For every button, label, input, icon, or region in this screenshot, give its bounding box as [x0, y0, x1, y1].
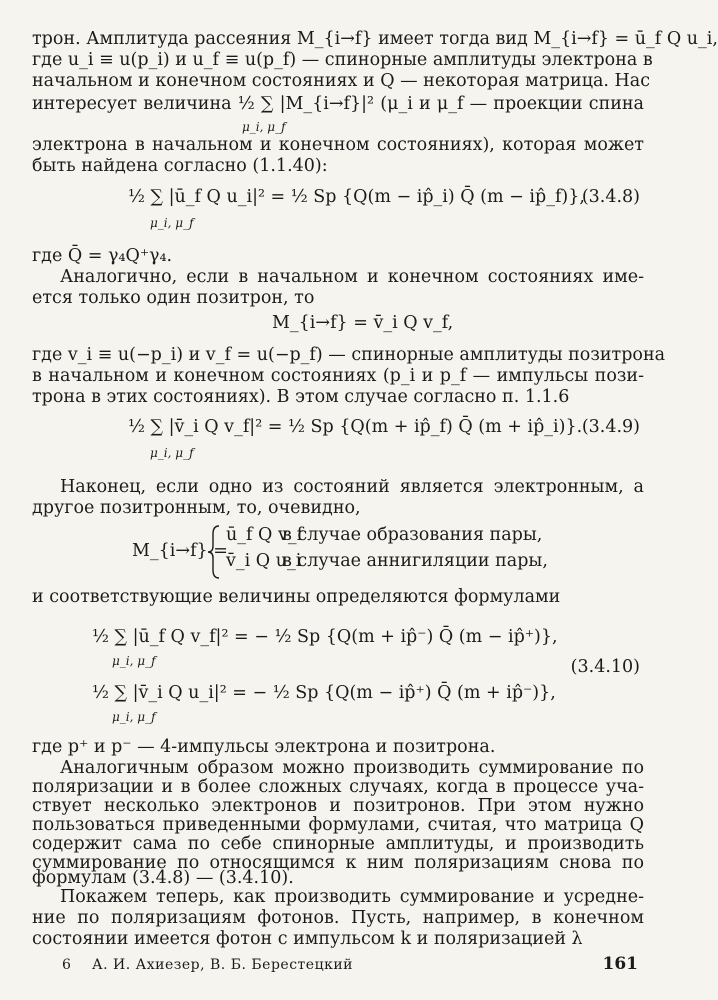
text-line: ние по поляризациям фотонов. Пусть, например, в конечном [32, 908, 644, 928]
text-line: где Q̄ = γ₄Q⁺γ₄. [32, 246, 173, 266]
text-line: другое позитронным, то, очевидно, [32, 498, 361, 518]
text-line: где v_i ≡ u(−p_i) и v_f = u(−p_f) — спинорные амплитуды позитрона [32, 345, 666, 365]
equation-3-4-9: ½ ∑ |v̄_i Q v_f|² = ½ Sp {Q(m + ip̂_f) Q̄ (m + ip̂_i)}. [128, 417, 583, 437]
text-line: Наконец, если одно из состояний является электронным, а [60, 477, 644, 497]
text-line: электрона в начальном и конечном состояниях), которая может [32, 135, 644, 155]
sum-subscript: μ_i, μ_f [112, 654, 156, 668]
equation-3-4-10-line2: ½ ∑ |v̄_i Q u_i|² = − ½ Sp {Q(m − ip̂⁺) Q̄ (m + ip̂⁻)}, [92, 683, 556, 703]
text-line: трона в этих состояниях). В этом случае согласно п. 1.1.6 [32, 387, 570, 407]
cases-lhs: M_{i→f} = [132, 541, 228, 561]
equation-number: (3.4.8) [581, 187, 640, 207]
curly-brace [207, 524, 221, 580]
equation-3-4-10-line1: ½ ∑ |ū_f Q v_f|² = − ½ Sp {Q(m + ip̂⁻) Q̄ (m − ip̂⁺)}, [92, 627, 558, 647]
text-line: формулам (3.4.8) — (3.4.10). [32, 868, 294, 888]
equation-3-4-8: ½ ∑ |ū_f Q u_i|² = ½ Sp {Q(m − ip̂_i) Q̄ (m − ip̂_f)}, [128, 187, 585, 207]
sum-subscript: μ_i, μ_f [150, 446, 194, 460]
equation-amplitude: M_{i→f} = v̄_i Q v_f, [272, 313, 454, 333]
text-line: Аналогичным образом можно производить суммирование по [60, 758, 644, 778]
text-line: состоянии имеется фотон с импульсом k и поляризацией λ [32, 929, 583, 949]
equation-number: (3.4.9) [581, 417, 640, 437]
text-line: быть найдена согласно (1.1.40): [32, 156, 328, 176]
sheet-signature: 6 [62, 957, 71, 973]
cases-row1-text: в случае образования пары, [282, 525, 543, 545]
sum-subscript: μ_i, μ_f [242, 120, 286, 134]
text-line: поляризации и в более сложных случаях, когда в процессе уча- [32, 777, 644, 797]
text-line: ствует несколько электронов и позитронов. При этом нужно [32, 796, 644, 816]
footer-authors: А. И. Ахиезер, В. Б. Берестецкий [92, 957, 353, 973]
sum-subscript: μ_i, μ_f [112, 710, 156, 724]
sum-subscript: μ_i, μ_f [150, 216, 194, 230]
equation-number: (3.4.10) [570, 657, 640, 677]
text-line: где u_i ≡ u(p_i) и u_f ≡ u(p_f) — спинорные амплитуды электрона в [32, 50, 653, 70]
page-number: 161 [602, 954, 638, 974]
text-line: ется только один позитрон, то [32, 288, 315, 308]
text-line: содержит сама по себе спинорные амплитуды, и производить [32, 834, 644, 854]
text-line: в начальном и конечном состояниях (p_i и p_f — импульсы пози- [32, 366, 644, 386]
text-line: и соответствующие величины определяются формулами [32, 587, 561, 607]
text-line: интересует величина ½ ∑ |M_{i→f}|² (μ_i и μ_f — проекции спина [32, 94, 644, 114]
text-line: суммирование по относящимся к ним поляризациям снова по [32, 853, 644, 873]
cases-row2-text: в случае аннигиляции пары, [282, 551, 548, 571]
cases-row2-expr: v̄_i Q u_i [226, 551, 302, 571]
text-line: начальном и конечном состояниях и Q — некоторая матрица. Нас [32, 71, 651, 91]
cases-row1-expr: ū_f Q v_f [226, 525, 304, 545]
text-line: где p⁺ и p⁻ — 4-импульсы электрона и позитрона. [32, 737, 496, 757]
text-line: пользоваться приведенными формулами, считая, что матрица Q [32, 815, 644, 835]
text-line: трон. Амплитуда рассеяния M_{i→f} имеет тогда вид M_{i→f} = ū_f Q u_i, [32, 29, 718, 49]
text-line: Покажем теперь, как производить суммирование и усредне- [60, 887, 644, 907]
text-line: Аналогично, если в начальном и конечном состояниях име- [60, 267, 644, 287]
